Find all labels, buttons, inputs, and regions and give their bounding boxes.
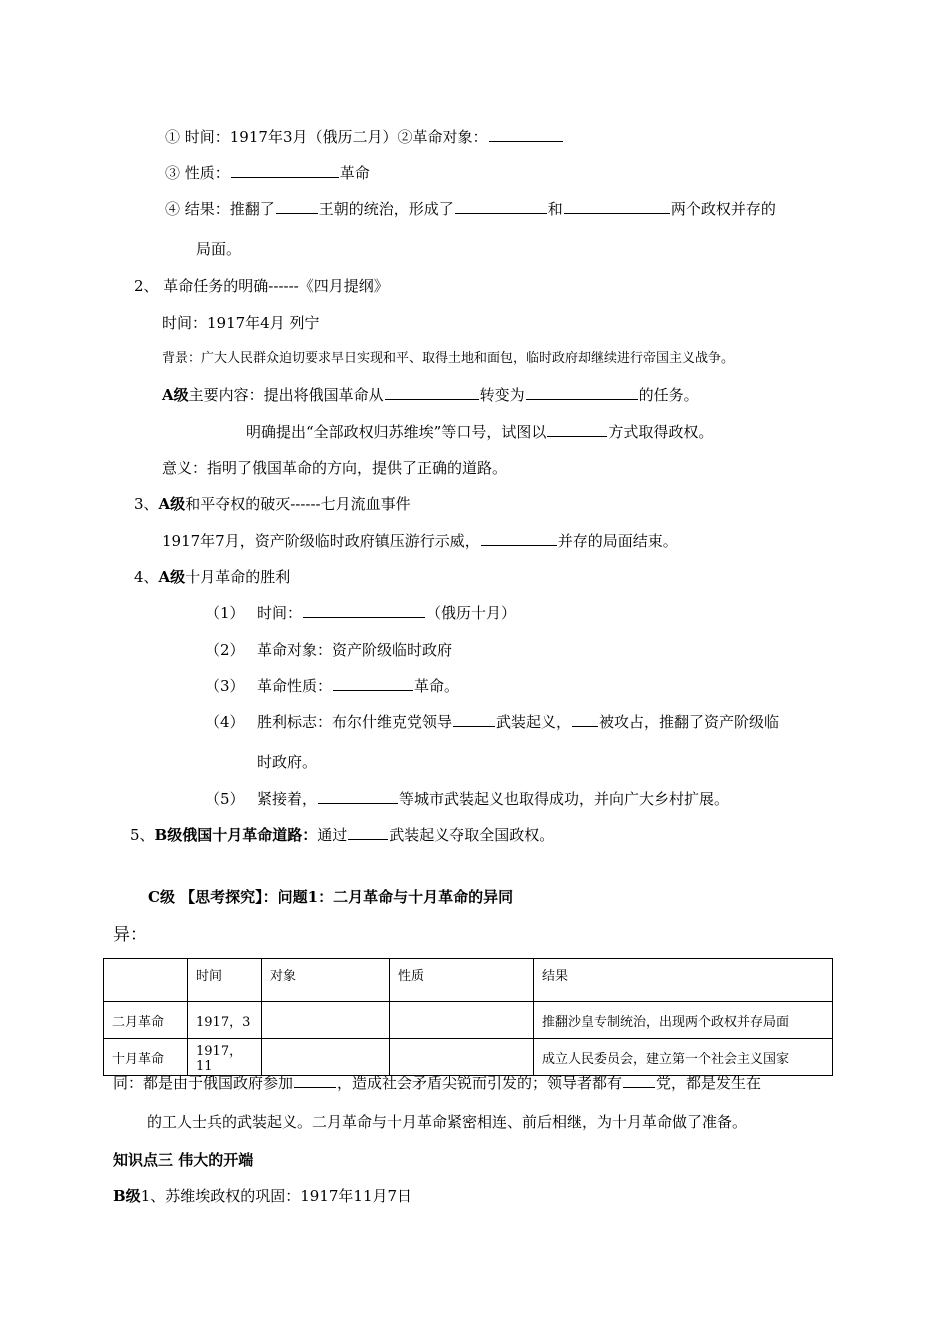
kp3-text: 1、苏维埃政权的巩固：1917年11月7日 (140, 1187, 413, 1205)
sec2-slogan-text: 明确提出“全部政权归苏维埃”等口号，试图以 (246, 423, 547, 441)
sec4-item3 (205, 676, 459, 696)
table-cell: 1917，3 (188, 1002, 262, 1039)
sec2-time: 时间：1917年4月 列宁 (162, 314, 320, 332)
blank[interactable] (294, 1073, 336, 1088)
sec4-item4-text: 胜利标志：布尔什维克党领导 (257, 713, 453, 731)
level-badge: B级 (154, 826, 183, 844)
blank[interactable] (547, 422, 607, 437)
sec4-item4-text3: 被攻占，推翻了资产阶级临 (599, 713, 780, 731)
blank[interactable] (231, 163, 339, 178)
sec4-item4-text2: 武装起义， (496, 713, 572, 731)
sec4-item4 (205, 712, 779, 732)
table-cell: 成立人民委员会，建立第一个社会主义国家 (534, 1039, 833, 1076)
blank[interactable] (564, 199, 670, 214)
blank[interactable] (455, 199, 547, 214)
sec1-item4-text4: 两个政权并存的 (670, 200, 776, 218)
sec4-item5 (205, 789, 729, 809)
sec1-item4-text: ④ 结果：推翻了 (165, 200, 275, 218)
same-text: 同：都是由于俄国政府参加 (113, 1074, 294, 1092)
sec3-line-text: 1917年7月，资产阶级临时政府镇压游行示威， (162, 532, 480, 550)
same-text3: 党，都是发生在 (656, 1074, 762, 1092)
sec2-content-text3: 的任务。 (638, 386, 699, 404)
table-cell: 推翻沙皇专制统治，出现两个政权并存局面 (534, 1002, 833, 1039)
item-number: （5） (205, 790, 245, 808)
sec5-num: 5、 (130, 826, 155, 844)
level-badge: B级 (113, 1187, 141, 1205)
same-line (113, 1073, 761, 1093)
table-header-row (104, 959, 833, 1002)
level-badge: A级 (158, 495, 186, 513)
table-cell[interactable] (390, 1002, 534, 1039)
table-cell[interactable] (262, 1002, 390, 1039)
table-cell: 十月革命 (104, 1039, 188, 1076)
sec1-item1 (165, 127, 564, 147)
table-cell: 二月革命 (104, 1002, 188, 1039)
sec2-slogan (246, 422, 713, 442)
sec3-heading-text: 和平夺权的破灭------七月流血事件 (185, 495, 411, 513)
sec3-line-text2: 并存的局面结束。 (557, 532, 678, 550)
blank[interactable] (572, 712, 598, 727)
sec2-heading: 2、 革命任务的明确------《四月提纲》 (134, 277, 389, 295)
sec4-item2-text: 革命对象：资产阶级临时政府 (257, 641, 453, 659)
table-header-cell: 性质 (390, 959, 534, 1002)
sec4-item5-text2: 等城市武装起义也取得成功，并向广大乡村扩展。 (399, 790, 730, 808)
table-header-cell: 结果 (534, 959, 833, 1002)
sec4-item4-cont: 时政府。 (257, 753, 318, 771)
table-header-cell: 对象 (262, 959, 390, 1002)
table-cell: 1917，11 (188, 1039, 262, 1076)
item-number: （2） (205, 641, 245, 659)
blank[interactable] (318, 789, 398, 804)
blank[interactable] (481, 531, 557, 546)
sec2-content (162, 385, 699, 405)
sec4-item1-text2: （俄历十月） (426, 604, 517, 622)
item-number: （3） (205, 677, 245, 695)
sec4-item1 (205, 603, 516, 623)
table-cell[interactable] (390, 1039, 534, 1076)
kp3-line (113, 1186, 412, 1206)
sec1-item4-text3: 和 (547, 200, 563, 218)
blank[interactable] (333, 676, 413, 691)
blank[interactable] (303, 603, 425, 618)
sec3-heading (134, 494, 411, 514)
blank[interactable] (623, 1073, 655, 1088)
sec3-line (162, 531, 678, 551)
blank[interactable] (348, 825, 388, 840)
sec4-item3-text: 革命性质： (257, 677, 333, 695)
blank[interactable] (453, 712, 495, 727)
sec4-num: 4、 (134, 568, 159, 586)
kp3-title: 知识点三 伟大的开端 (113, 1151, 254, 1169)
explore-title: C级 【思考探究】：问题1：二月革命与十月革命的异同 (148, 888, 514, 906)
sec3-num: 3、 (134, 495, 159, 513)
sec4-heading (134, 567, 290, 587)
same-cont: 的工人士兵的武装起义。二月革命与十月革命紧密相连、前后相继，为十月革命做了准备。 (147, 1113, 748, 1131)
sec2-content-text: 主要内容：提出将俄国革命从 (188, 386, 384, 404)
table-header-cell (104, 959, 188, 1002)
blank[interactable] (276, 199, 318, 214)
same-text2: ，造成社会矛盾尖锐而引发的；领导者都有 (337, 1074, 623, 1092)
sec1-item4 (165, 199, 776, 219)
sec5-line (130, 825, 554, 845)
table-row (104, 1002, 833, 1039)
sec1-item3 (165, 163, 370, 183)
comparison-table (103, 958, 833, 1076)
sec2-meaning: 意义：指明了俄国革命的方向，提供了正确的道路。 (162, 459, 508, 477)
sec5-heading: 俄国十月革命道路： (182, 826, 318, 844)
sec4-item3-text2: 革命。 (414, 677, 460, 695)
sec4-item2 (205, 640, 452, 660)
diff-label: 异： (113, 925, 147, 945)
level-badge: A级 (158, 568, 186, 586)
sec2-slogan-text2: 方式取得政权。 (608, 423, 714, 441)
sec4-item5-text: 紧接着， (257, 790, 318, 808)
sec4-item1-text: 时间： (257, 604, 303, 622)
item-number: （1） (205, 604, 245, 622)
table-row (104, 1039, 833, 1076)
level-badge: A级 (162, 386, 189, 404)
sec2-content-text2: 转变为 (479, 386, 525, 404)
sec1-item3-suffix: 革命 (339, 164, 370, 182)
sec1-item3-text: ③ 性质： (165, 164, 230, 182)
sec5-text: 通过 (317, 826, 348, 844)
sec1-item1-text: ① 时间：1917年3月（俄历二月）②革命对象： (165, 128, 488, 146)
blank[interactable] (526, 385, 638, 400)
item-number: （4） (205, 713, 245, 731)
sec5-text2: 武装起义夺取全国政权。 (389, 826, 555, 844)
sec2-background: 背景：广大人民群众迫切要求早日实现和平、取得土地和面包，临时政府却继续进行帝国主义战争。 (162, 351, 735, 366)
blank[interactable] (489, 127, 563, 142)
sec1-item4-cont: 局面。 (196, 240, 242, 258)
blank[interactable] (385, 385, 479, 400)
table-header-cell: 时间 (188, 959, 262, 1002)
sec1-item4-text2: 王朝的统治，形成了 (318, 200, 454, 218)
table-cell[interactable] (262, 1039, 390, 1076)
sec4-heading-text: 十月革命的胜利 (185, 568, 291, 586)
